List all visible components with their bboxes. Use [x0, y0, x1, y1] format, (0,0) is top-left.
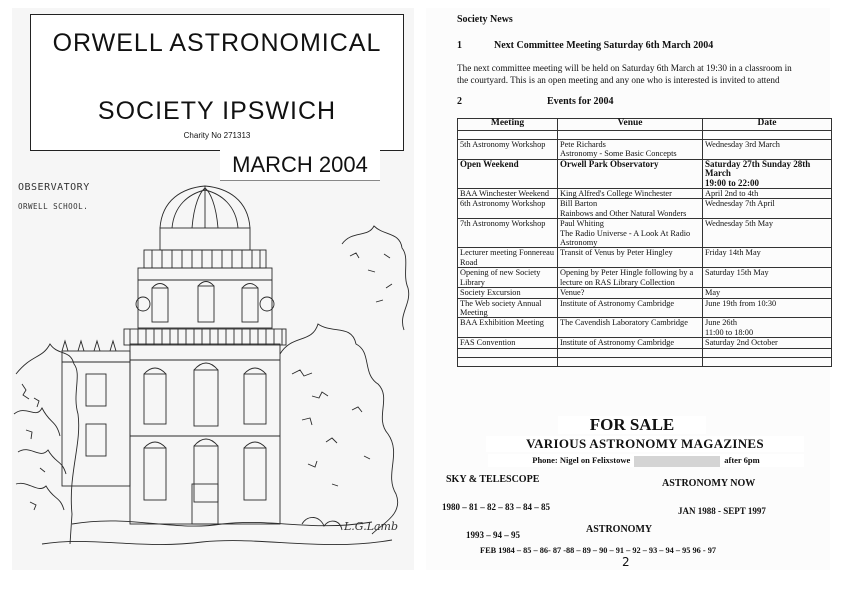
- cell-venue: [558, 131, 703, 140]
- cell-date: Saturday 27th Sunday 28th March 19:00 to 22:00: [703, 159, 832, 188]
- cell-meeting: [458, 357, 558, 366]
- mag2-title: ASTRONOMY NOW: [662, 478, 756, 489]
- cell-meeting: Lecturer meeting Fonnereau Road: [458, 248, 558, 268]
- cell-venue: Bill Barton Rainbows and Other Natural Wonders: [558, 199, 703, 219]
- table-row: [458, 199, 832, 219]
- cell-venue: Institute of Astronomy Cambridge: [558, 338, 703, 348]
- phone-prefix: Phone: Nigel on Felixstowe: [532, 455, 631, 465]
- cell-venue: [558, 357, 703, 366]
- cell-date: June 19th from 10:30: [703, 298, 832, 318]
- item1-title: Next Committee Meeting Saturday 6th March 2004: [494, 40, 714, 51]
- phone-suffix: after 6pm: [724, 455, 760, 465]
- table-row: [458, 248, 832, 268]
- table-row: [458, 288, 832, 298]
- mag1-title: SKY & TELESCOPE: [446, 474, 540, 485]
- sale-subheading: VARIOUS ASTRONOMY MAGAZINES: [486, 436, 804, 452]
- cell-date: Wednesday 5th May: [703, 219, 832, 248]
- cell-date: June 26th 11:00 to 18:00: [703, 318, 832, 338]
- mag1-years-2: 1993 – 94 – 95: [466, 530, 520, 540]
- cell-venue: Pete Richards Astronomy - Some Basic Concepts: [558, 140, 703, 160]
- cell-date: Wednesday 3rd March: [703, 140, 832, 160]
- cell-date: [703, 357, 832, 366]
- cover-page: [12, 8, 414, 570]
- item2-title: Events for 2004: [547, 96, 614, 107]
- mag2-years: JAN 1988 - SEPT 1997: [678, 506, 766, 516]
- cell-venue: Transit of Venus by Peter Hingley: [558, 248, 703, 268]
- cell-meeting: Open Weekend: [458, 159, 558, 188]
- header-venue: Venue: [558, 119, 703, 131]
- cell-date: Saturday 15th May: [703, 268, 832, 288]
- item1-text-line1: The next committee meeting will be held on Saturday 6th March at 19:30 in a classroom in: [457, 63, 792, 73]
- table-row: [458, 357, 832, 366]
- cell-venue: The Cavendish Laboratory Cambridge: [558, 318, 703, 338]
- cell-venue: Institute of Astronomy Cambridge: [558, 298, 703, 318]
- title-line-2: SOCIETY IPSWICH: [97, 97, 337, 125]
- cell-meeting: 5th Astronomy Workshop: [458, 140, 558, 160]
- mag3-title: ASTRONOMY: [586, 524, 653, 535]
- cell-meeting: 7th Astronomy Workshop: [458, 219, 558, 248]
- cell-venue: Orwell Park Observatory: [558, 159, 703, 188]
- table-row: [458, 131, 832, 140]
- item1-text-line2: the courtyard. This is an open meeting and any one who is interested is invited to attend: [457, 75, 780, 85]
- events-table: [457, 118, 832, 367]
- cell-venue: Paul Whiting The Radio Universe - A Look At Radio Astronomy: [558, 219, 703, 248]
- table-row: [458, 140, 832, 160]
- table-row: [458, 298, 832, 318]
- table-row: [458, 348, 832, 357]
- cell-date: Wednesday 7th April: [703, 199, 832, 219]
- cell-venue: Venue?: [558, 288, 703, 298]
- mag3-years: FEB 1984 – 85 – 86- 87 -88 – 89 – 90 – 91 – 92 – 93 – 94 – 95 96 - 97: [480, 546, 716, 555]
- cell-meeting: [458, 348, 558, 357]
- item2-number: 2: [457, 96, 462, 107]
- mag1-years-1: 1980 – 81 – 82 – 83 – 84 – 85: [442, 502, 550, 512]
- cell-meeting: [458, 131, 558, 140]
- table-row: [458, 268, 832, 288]
- title-line-1: ORWELL ASTRONOMICAL: [52, 29, 382, 57]
- cell-date: Saturday 2nd October: [703, 338, 832, 348]
- observatory-sketch: [12, 184, 414, 570]
- cell-venue: [558, 348, 703, 357]
- cell-meeting: BAA Winchester Weekend: [458, 189, 558, 199]
- page-number: 2: [622, 555, 630, 569]
- news-heading: Society News: [457, 14, 513, 25]
- header-meeting: Meeting: [458, 119, 558, 131]
- item1-number: 1: [457, 40, 462, 51]
- cell-date: May: [703, 288, 832, 298]
- school-note: ORWELL SCHOOL.: [18, 202, 89, 211]
- charity-number: Charity No 271313: [183, 131, 251, 140]
- table-row: [458, 219, 832, 248]
- header-date: Date: [703, 119, 832, 131]
- artist-signature: L.G.Lamb: [344, 520, 399, 533]
- table-row: [458, 189, 832, 199]
- cell-date: Friday 14th May: [703, 248, 832, 268]
- issue-date: MARCH 2004: [220, 150, 380, 181]
- table-row: [458, 338, 832, 348]
- cell-venue: Opening by Peter Hingle following by a lecture on RAS Library Collection: [558, 268, 703, 288]
- table-row: [458, 318, 832, 338]
- sale-phone: [488, 454, 804, 467]
- cell-date: [703, 348, 832, 357]
- title-box: [30, 14, 404, 151]
- for-sale-heading: FOR SALE: [558, 416, 706, 434]
- observatory-note: OBSERVATORY: [18, 182, 90, 193]
- cell-date: [703, 131, 832, 140]
- redacted-number: [634, 456, 720, 467]
- cell-date: April 2nd to 4th: [703, 189, 832, 199]
- table-header-row: [458, 119, 832, 131]
- table-row: [458, 159, 832, 188]
- cell-meeting: The Web society Annual Meeting: [458, 298, 558, 318]
- cell-meeting: Opening of new Society Library: [458, 268, 558, 288]
- cell-meeting: FAS Convention: [458, 338, 558, 348]
- news-page: [426, 8, 830, 570]
- cell-meeting: Society Excursion: [458, 288, 558, 298]
- cell-meeting: BAA Exhibition Meeting: [458, 318, 558, 338]
- cell-meeting: 6th Astronomy Workshop: [458, 199, 558, 219]
- cell-venue: King Alfred's College Winchester: [558, 189, 703, 199]
